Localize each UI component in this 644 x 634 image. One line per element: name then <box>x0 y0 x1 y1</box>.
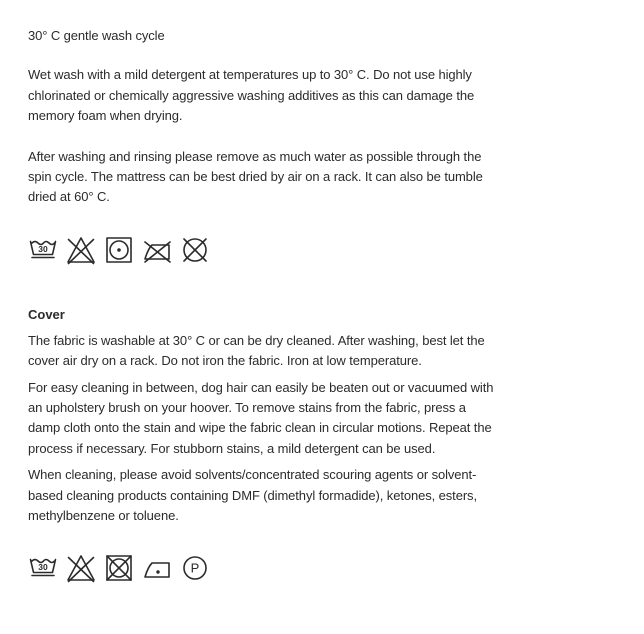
no-bleach-icon <box>66 235 96 265</box>
cover-paragraph-3: When cleaning, please avoid solvents/concentrated scouring agents or solvent-based cleaning products containing DMF (dimethyl formadide), ketones, esters, methylbenzene or toluene. <box>28 467 477 524</box>
cover-care-icons <box>28 553 498 583</box>
dry-clean-p-label: P <box>190 560 200 576</box>
no-bleach-icon <box>66 553 96 583</box>
iron-low-icon <box>142 553 172 583</box>
cover-paragraph-1: The fabric is washable at 30° C or can be dry cleaned. After washing, best let the cover air dry on a rack. Do not iron the fabric. Iron at low temperature. <box>28 332 485 369</box>
no-dry-clean-icon <box>180 235 210 265</box>
care-instructions <box>28 26 498 583</box>
wash-paragraph-1: Wet wash with a mild detergent at temperatures up to 30° C. Do not use highly chlorinated or chemically aggressive washing additives as this can damage the memory foam when drying. <box>28 67 475 124</box>
wash-30-label: 30 <box>38 244 48 255</box>
no-ironing-icon <box>142 235 172 265</box>
dry-clean-p-icon <box>180 553 210 583</box>
wash-30-gentle-icon <box>28 553 58 583</box>
cover-paragraph-2: For easy cleaning in between, dog hair can easily be beaten out or vacuumed with an upholstery brush on your hoover. To remove stains from the fabric, press a damp cloth onto the stain and wipe the fabric clean in circular motions. Repeat the process if necessary. For stubborn stains, a mild detergent can be used. <box>28 379 494 456</box>
wash-paragraph-2: After washing and rinsing please remove as much water as possible through the spin cycle. The mattress can be best dried by air on a rack. It can also be tumble dried at 60° C. <box>28 148 483 205</box>
wash-heading: 30° C gentle wash cycle <box>28 28 165 43</box>
cover-wash-30-label: 30 <box>38 561 48 572</box>
no-tumble-dry-icon <box>104 553 134 583</box>
cover-title: Cover <box>28 306 65 322</box>
wash-30-gentle-icon <box>28 235 58 265</box>
wash-care-icons <box>28 235 498 265</box>
tumble-dry-icon <box>104 235 134 265</box>
